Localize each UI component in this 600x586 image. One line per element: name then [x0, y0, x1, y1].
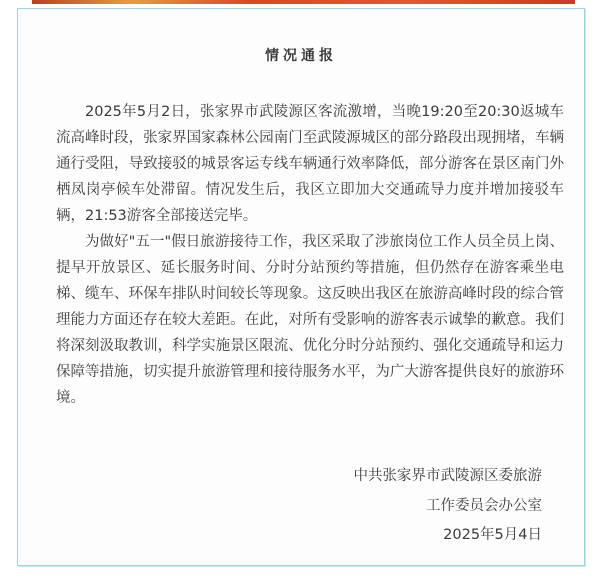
paragraph-1: 2025年5月2日，张家界市武陵源区客流激增，当晚19:20至20:30返城车流高峰时段，张家界国家森林公园南门至武陵源城区的部分路段出现拥堵，车辆通行受阻，导致接驳的城景客运专线车辆通行效率降低，部分游客在景区南门外栖凤岗亭候车处滞留。情况发生后，我区立即加大交通疏导力度并增加接驳车辆，21:53游客全部接送完毕。 — [56, 104, 564, 224]
signature-date: 2025年5月4日 — [443, 527, 542, 543]
notice-title: 情况通报 — [265, 48, 337, 64]
paragraph-2: 为做好"五一"假日旅游接待工作，我区采取了涉旅岗位工作人员全员上岗、提早开放景区、延长服务时间、分时分站预约等措施，但仍然存在游客乘坐电梯、缆车、环保车排队时间较长等现象。这反映出我区在旅游高峰时段的综合管理能力方面还存在较大差距。在此，对所有受影响的游客表示诚挚的歉意。我们将深刻汲取教训，科学实施景区限流、优化分时分站预约、强化交通疏导和运力保障等措施，切实提升旅游管理和接待服务水平，为广大游客提供良好的旅游环境。 — [56, 234, 564, 406]
signature-org-line1: 中共张家界市武陵源区委旅游 — [353, 468, 542, 484]
notice-body — [56, 99, 564, 411]
notice-card — [17, 8, 585, 566]
signature-org-line2: 工作委员会办公室 — [426, 498, 542, 514]
top-banner-strip — [32, 0, 575, 4]
